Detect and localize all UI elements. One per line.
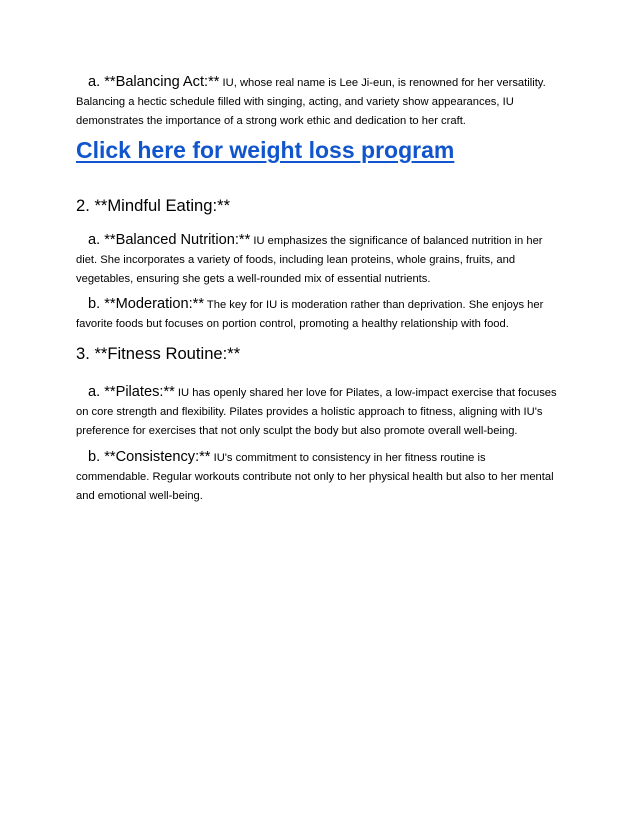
paragraph-balanced-nutrition	[76, 231, 562, 289]
paragraph-pilates	[76, 383, 562, 441]
paragraph-moderation	[76, 295, 562, 334]
paragraph-text: IU's commitment to consistency in her fitness routine is commendable. Regular workouts contribute not only to her physical health but also to her mental and emotional well-being.	[76, 452, 554, 502]
paragraph-balancing-act	[76, 73, 562, 131]
paragraph-lead: a. **Balancing Act:**	[88, 74, 220, 90]
paragraph-lead: a. **Balanced Nutrition:**	[88, 232, 251, 248]
paragraph-text: IU, whose real name is Lee Ji-eun, is renowned for her versatility. Balancing a hectic schedule filled with singing, acting, and variety show appearances, IU demonstrates the importance of a strong work ethic and dedication to her craft.	[76, 77, 546, 127]
heading-fitness-routine: 3. **Fitness Routine:**	[76, 344, 241, 363]
paragraph-text: The key for IU is moderation rather than deprivation. She enjoys her favorite foods but focuses on portion control, promoting a healthy relationship with food.	[76, 299, 544, 330]
paragraph-text: IU emphasizes the significance of balanced nutrition in her diet. She incorporates a variety of foods, including lean proteins, whole grains, fruits, and vegetables, ensuring she gets a well-rounded mix of essential nutrients.	[76, 235, 543, 285]
paragraph-lead: b. **Moderation:**	[88, 296, 205, 312]
paragraph-lead: b. **Consistency:**	[88, 449, 211, 465]
heading-mindful-eating: 2. **Mindful Eating:**	[76, 196, 231, 215]
weight-loss-program-link[interactable]: Click here for weight loss program	[76, 137, 455, 163]
paragraph-text: IU has openly shared her love for Pilates, a low-impact exercise that focuses on core strength and flexibility. Pilates provides a holistic approach to fitness, aligning with IU's preference for exercises that not only sculpt the body but also promote overall well-being.	[76, 387, 557, 437]
paragraph-consistency	[76, 448, 562, 506]
paragraph-lead: a. **Pilates:**	[88, 384, 175, 400]
